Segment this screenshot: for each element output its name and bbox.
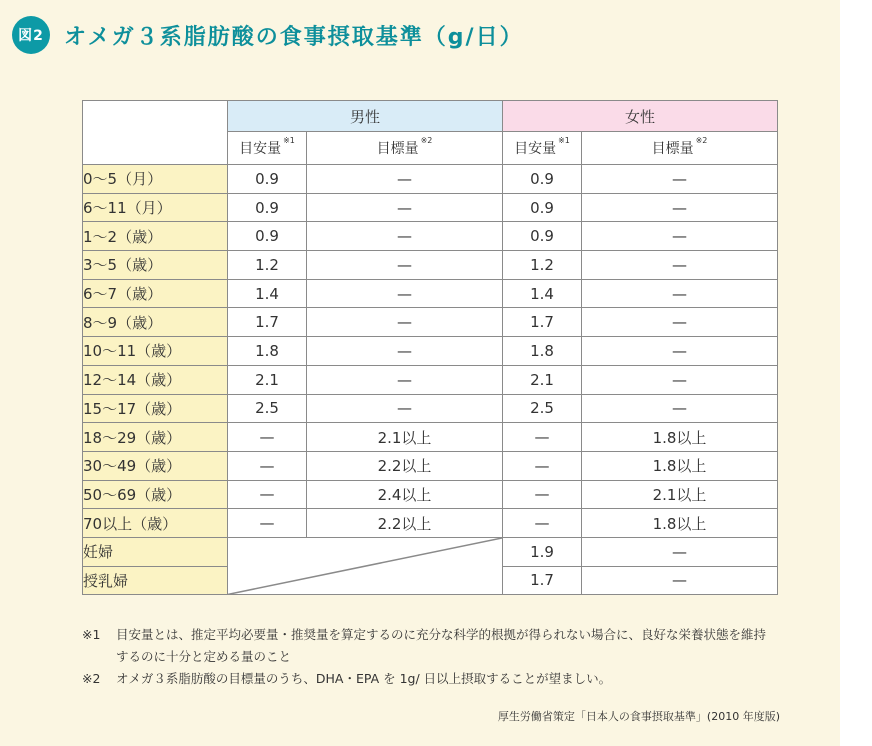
table-row (83, 509, 778, 538)
age-cell: 8～9（歳） (83, 308, 228, 337)
male-target-cell: — (307, 193, 503, 222)
table-row (83, 308, 778, 337)
female-target-cell: — (582, 394, 778, 423)
table-row (83, 394, 778, 423)
female-adequate-cell: 1.8 (503, 337, 582, 366)
figure-badge: 図2 (12, 16, 50, 54)
female-target-header: 目標量$^{※2}$ (582, 132, 778, 165)
figure-header (12, 16, 524, 54)
age-cell: 0～5（月） (83, 165, 228, 194)
age-cell: 18～29（歳） (83, 423, 228, 452)
female-adequate-cell: — (503, 451, 582, 480)
age-cell: 15～17（歳） (83, 394, 228, 423)
footnotes (82, 624, 796, 690)
table-row (83, 337, 778, 366)
female-adequate-cell: 1.4 (503, 279, 582, 308)
diagonal-line (228, 538, 502, 594)
female-target-cell: — (582, 365, 778, 394)
footnote-mark: ※1 (82, 627, 101, 642)
male-adequate-cell: — (228, 451, 307, 480)
male-target-cell: — (307, 365, 503, 394)
male-target-cell: — (307, 251, 503, 280)
male-target-cell: 2.2以上 (307, 509, 503, 538)
female-adequate-cell: 1.7 (503, 308, 582, 337)
male-target-cell: 2.1以上 (307, 423, 503, 452)
table-row (83, 279, 778, 308)
female-target-cell: — (582, 193, 778, 222)
male-target-cell: — (307, 279, 503, 308)
age-cell: 妊婦 (83, 537, 228, 566)
male-adequate-header: 目安量$^{※1}$ (228, 132, 307, 165)
table-row (83, 193, 778, 222)
age-cell: 授乳婦 (83, 566, 228, 595)
female-target-cell: — (582, 165, 778, 194)
male-target-cell: — (307, 337, 503, 366)
footnote-text: オメガ３系脂肪酸の目標量のうち、DHA・EPA を 1g/ 日以上摂取することが望ましい。 (116, 671, 612, 686)
male-adequate-cell: 0.9 (228, 193, 307, 222)
female-target-cell: 2.1以上 (582, 480, 778, 509)
female-target-cell: — (582, 222, 778, 251)
female-adequate-cell: — (503, 423, 582, 452)
male-target-cell: 2.4以上 (307, 480, 503, 509)
age-cell: 50～69（歳） (83, 480, 228, 509)
female-adequate-cell: 2.5 (503, 394, 582, 423)
female-adequate-cell: 1.9 (503, 537, 582, 566)
male-target-cell: — (307, 308, 503, 337)
male-adequate-cell: 1.7 (228, 308, 307, 337)
male-target-cell: — (307, 222, 503, 251)
female-adequate-cell: 1.2 (503, 251, 582, 280)
not-applicable-cell (228, 537, 503, 594)
source-citation: 厚生労働省策定「日本人の食事摂取基準」(2010 年度版) (497, 710, 780, 723)
female-target-cell: 1.8以上 (582, 509, 778, 538)
male-target-header: 目標量$^{※2}$ (307, 132, 503, 165)
table-row (83, 365, 778, 394)
female-header: 女性 (503, 101, 778, 132)
female-target-cell: — (582, 337, 778, 366)
female-target-cell: 1.8以上 (582, 423, 778, 452)
male-adequate-cell: — (228, 480, 307, 509)
female-target-cell: — (582, 308, 778, 337)
age-cell: 3～5（歳） (83, 251, 228, 280)
male-adequate-cell: 0.9 (228, 165, 307, 194)
table-row (83, 537, 778, 566)
female-target-cell: — (582, 537, 778, 566)
age-cell: 12～14（歳） (83, 365, 228, 394)
age-cell: 30～49（歳） (83, 451, 228, 480)
intake-table (82, 100, 778, 595)
age-cell: 10～11（歳） (83, 337, 228, 366)
footnote-mark: ※2 (82, 671, 101, 686)
male-adequate-cell: — (228, 423, 307, 452)
female-adequate-cell: 0.9 (503, 193, 582, 222)
female-adequate-header: 目安量$^{※1}$ (503, 132, 582, 165)
table-row (83, 423, 778, 452)
age-cell: 70以上（歳） (83, 509, 228, 538)
figure-title: オメガ３系脂肪酸の食事摂取基準（g/日） (64, 24, 524, 50)
age-cell: 1～2（歳） (83, 222, 228, 251)
male-adequate-cell: 2.5 (228, 394, 307, 423)
table-row (83, 451, 778, 480)
female-adequate-cell: 1.7 (503, 566, 582, 595)
female-target-cell: — (582, 279, 778, 308)
female-adequate-cell: 0.9 (503, 222, 582, 251)
table-row (83, 165, 778, 194)
male-target-cell: — (307, 165, 503, 194)
female-adequate-cell: 0.9 (503, 165, 582, 194)
table-row (83, 480, 778, 509)
male-target-cell: — (307, 394, 503, 423)
male-header: 男性 (228, 101, 503, 132)
male-adequate-cell: 2.1 (228, 365, 307, 394)
age-cell: 6～11（月） (83, 193, 228, 222)
female-adequate-cell: — (503, 509, 582, 538)
male-target-cell: 2.2以上 (307, 451, 503, 480)
female-target-cell: 1.8以上 (582, 451, 778, 480)
age-cell: 6～7（歳） (83, 279, 228, 308)
female-adequate-cell: — (503, 480, 582, 509)
female-target-cell: — (582, 251, 778, 280)
male-adequate-cell: — (228, 509, 307, 538)
female-adequate-cell: 2.1 (503, 365, 582, 394)
male-adequate-cell: 1.4 (228, 279, 307, 308)
corner-cell (83, 101, 228, 165)
female-target-cell: — (582, 566, 778, 595)
male-adequate-cell: 1.8 (228, 337, 307, 366)
male-adequate-cell: 0.9 (228, 222, 307, 251)
footnote-2 (82, 668, 796, 690)
footnote-text: 目安量とは、推定平均必要量・推奨量を算定するのに充分な科学的根拠が得られない場合に、良好な栄養状態を維持するのに十分と定める量のこと (116, 627, 767, 664)
footnote-1 (82, 624, 796, 668)
table-row (83, 222, 778, 251)
male-adequate-cell: 1.2 (228, 251, 307, 280)
table-row (83, 251, 778, 280)
